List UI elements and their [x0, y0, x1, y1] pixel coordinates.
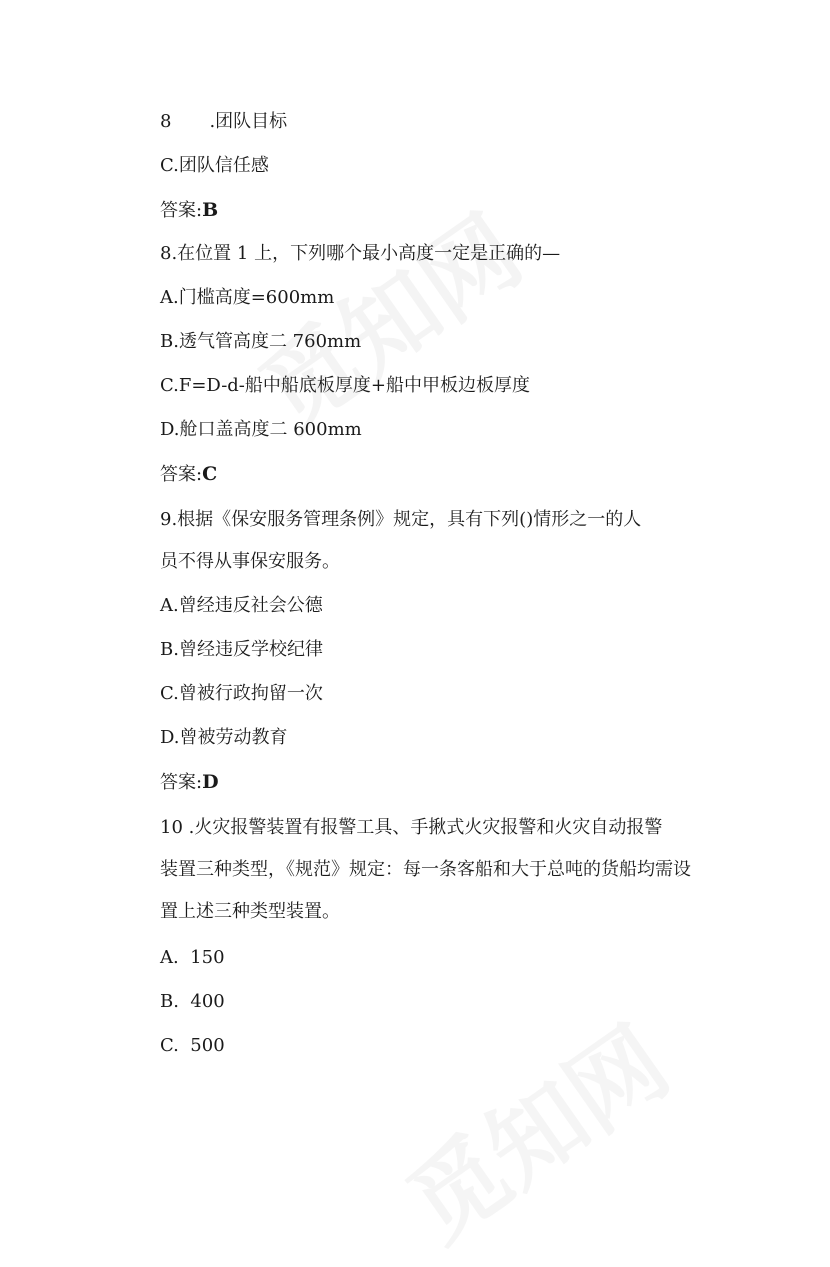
q7-option-b [160, 110, 287, 134]
q8-answer [160, 462, 217, 487]
q10-option-b: B. 400 [160, 991, 225, 1012]
answer-label: 答案: [160, 200, 203, 221]
q7-option-b-number: 8 [160, 111, 172, 132]
answer-value: D [202, 771, 219, 793]
watermark-bottom [377, 990, 691, 1267]
answer-value: C [202, 463, 218, 485]
q8-option-d: D.舱口盖高度二 600mm [160, 419, 362, 440]
q9-option-b: B.曾经违反学校纪律 [160, 639, 323, 660]
q8-question: 8.在位置 1 上，下列哪个最小高度一定是正确的— [160, 243, 561, 264]
q8-option-c: C.F=D-d-船中船底板厚度+船中甲板边板厚度 [160, 375, 530, 396]
q10-option-c: C. 500 [160, 1035, 225, 1056]
q10-question-line-1: 10 .火灾报警装置有报警工具、手揪式火灾报警和火灾自动报警 [160, 817, 663, 838]
q7-option-c: C.团队信任感 [160, 155, 269, 176]
answer-value: B [202, 199, 219, 221]
q8-option-b: B.透气管高度二 760mm [160, 331, 362, 352]
answer-label: 答案: [160, 464, 203, 485]
answer-label: 答案: [160, 772, 203, 793]
q8-option-a: A.门槛高度=600mm [160, 287, 335, 308]
q9-question-line-2: 员不得从事保安服务。 [160, 551, 340, 572]
q7-option-b-text: .团队目标 [209, 111, 288, 132]
q10-question-line-3: 置上述三种类型装置。 [160, 901, 340, 922]
q9-option-a: A.曾经违反社会公德 [160, 595, 323, 616]
q10-question-line-2: 装置三种类型，《规范》规定：每一条客船和大于总吨的货船均需设 [160, 859, 691, 880]
q9-answer [160, 770, 219, 795]
q9-option-c: C.曾被行政拘留一次 [160, 683, 323, 704]
q10-option-a: A. 150 [160, 947, 225, 968]
q9-question-line-1: 9.根据《保安服务管理条例》规定，具有下列()情形之一的人 [160, 509, 642, 530]
q7-answer [160, 198, 218, 223]
q9-option-d: D.曾被劳动教育 [160, 727, 288, 748]
